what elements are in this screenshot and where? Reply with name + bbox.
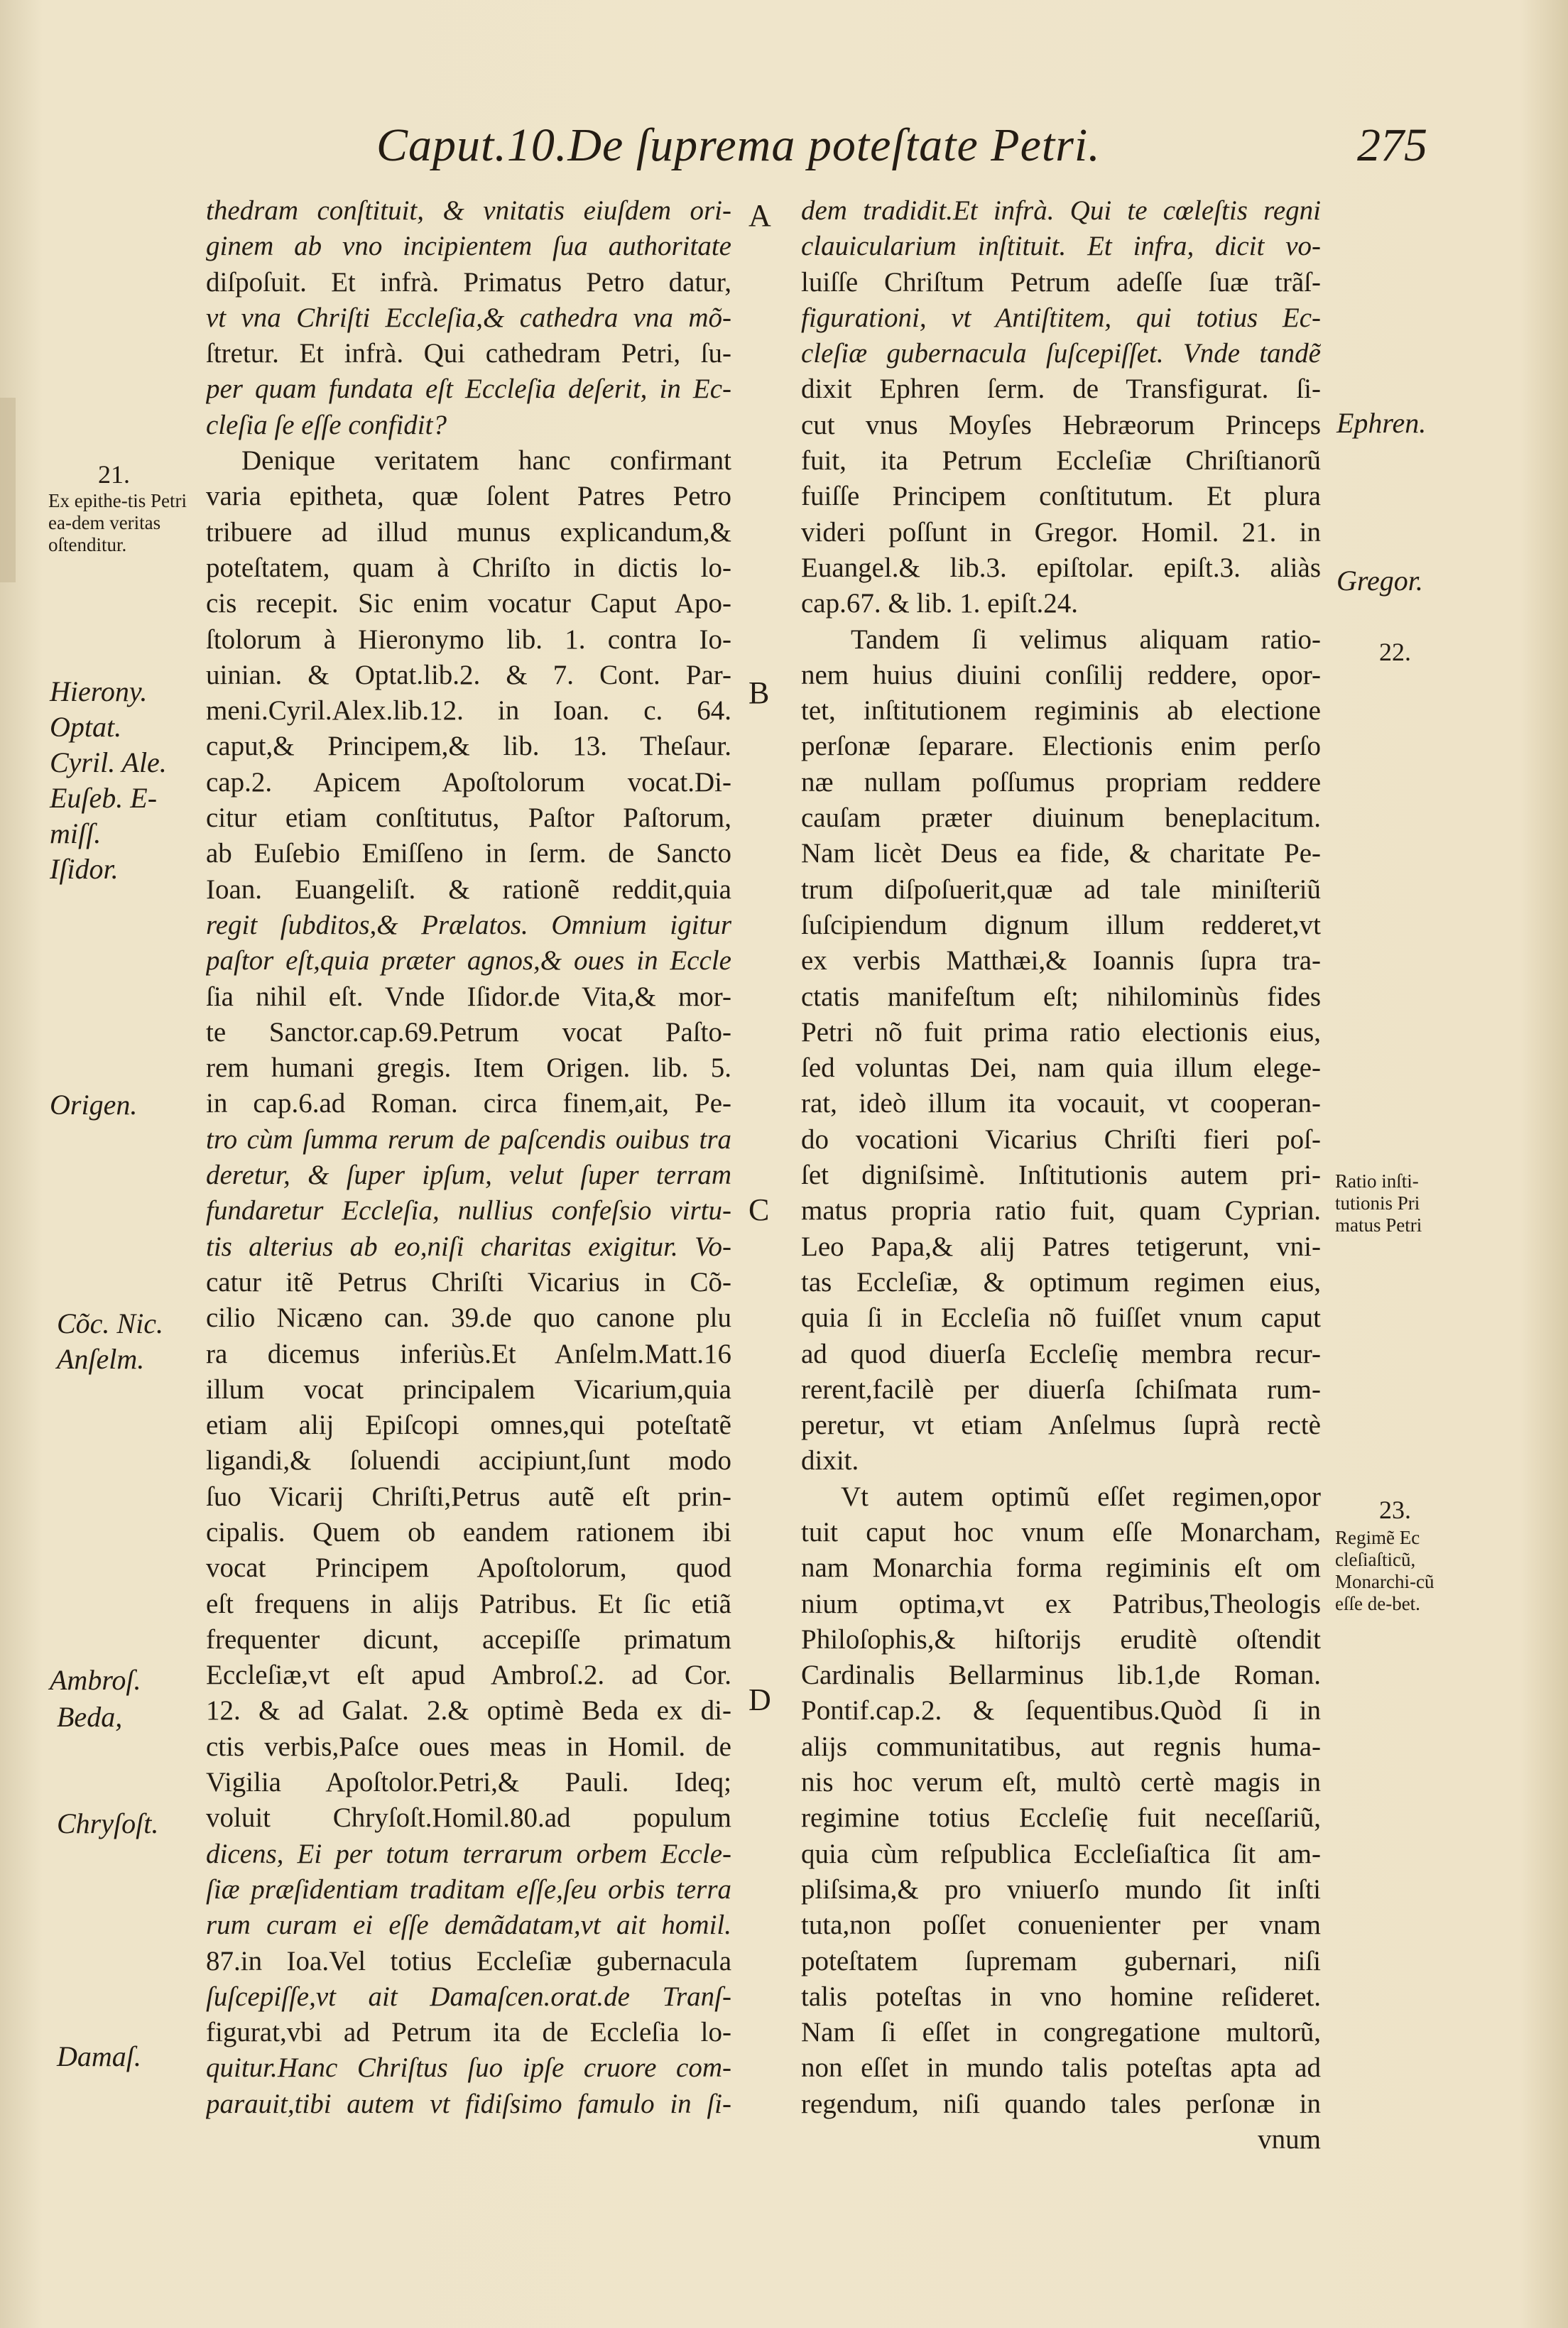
text-line: pliſsima,& pro vniuerſo mundo ſit inſti <box>801 1873 1321 1905</box>
margin-ref-origen: Origen. <box>50 1089 138 1121</box>
section-letter-a: A <box>748 198 771 233</box>
text-line: Euangel.& lib.3. epiſtolar. epiſt.3. aliàs <box>801 552 1321 583</box>
text-line: Vigilia Apoſtolor.Petri,& Pauli. Ideq; <box>206 1767 731 1798</box>
text-line: cleſia ſe eſſe confidit? <box>206 409 447 440</box>
text-line: illum vocat principalem Vicarium,quia <box>206 1374 731 1405</box>
margin-ref-euseb: Euſeb. E- <box>50 782 158 814</box>
text-line: te Sanctor.cap.69.Petrum vocat Paſto- <box>206 1016 731 1048</box>
text-line: tuta,non poſſet conuenienter per vnam <box>801 1910 1321 1941</box>
margin-ref-anselm: Anſelm. <box>57 1343 145 1375</box>
text-line: næ nullam poſſumus propriam reddere <box>801 766 1321 798</box>
text-line: quia ſi in Eccleſia nõ fuiſſet vnum caput <box>801 1302 1321 1334</box>
text-line: Nam ſi eſſet in congregatione multorũ, <box>801 2017 1321 2048</box>
text-line: cap.2. Apicem Apoſtolorum vocat.Di- <box>206 766 731 798</box>
text-line: ſet digniſsimè. Inſtitutionis autem pri- <box>801 1160 1321 1191</box>
margin-ref-hierony: Hierony. <box>50 675 148 707</box>
text-line: quia cùm reſpublica Eccleſiaſtica ſit am- <box>801 1838 1321 1869</box>
text-line: vocat Principem Apoſtolorum, quod <box>206 1552 731 1584</box>
text-line: Vt autem optimũ eſſet regimen,opor <box>841 1481 1321 1512</box>
text-line: ctis verbis,Paſce oues meas in Homil. de <box>206 1731 731 1762</box>
text-line: dixit. <box>801 1445 859 1476</box>
margin-note-23: Regimẽ Ec cleſiaſticũ, Monarchi-cũ eſſe de-bet. <box>1335 1527 1434 1614</box>
text-line: nium optima,vt ex Patribus,Theologis <box>801 1588 1321 1619</box>
text-line: deretur, & ſuper ipſum, velut ſuper terram <box>206 1160 731 1191</box>
margin-ref-isidor: Iſidor. <box>50 853 119 885</box>
text-line: meni.Cyril.Alex.lib.12. in Ioan. c. 64. <box>206 695 731 727</box>
chapter-title: Caput.10.De ſuprema poteſtate Petri. <box>376 119 1101 171</box>
text-line: rem humani gregis. Item Origen. lib. 5. <box>206 1053 731 1084</box>
text-line: 87.in Ioa.Vel totius Eccleſiæ gubernacula <box>206 1945 731 1976</box>
text-line: Pontif.cap.2. & ſequentibus.Quòd ſi in <box>801 1695 1321 1726</box>
text-line: peretur, vt etiam Anſelmus ſuprà rectè <box>801 1410 1321 1441</box>
text-line: rerent,facilè per diuerſa ſchiſmata rum- <box>801 1374 1321 1405</box>
text-line: rum curam ei eſſe demãdatam,vt ait homil. <box>206 1910 731 1941</box>
text-line: ſtolorum à Hieronymo lib. 1. contra Io- <box>206 624 731 655</box>
text-line: parauit,tibi autem vt fidiſsimo famulo in ſi- <box>206 2088 731 2119</box>
text-line: perſonæ ſeparare. Electionis enim perſo <box>801 731 1321 762</box>
text-line: tuit caput hoc vnum eſſe Monarcham, <box>801 1516 1321 1548</box>
text-line: thedram conſtituit, & vnitatis eiuſdem ori- <box>206 195 731 226</box>
right-text-column <box>801 193 1321 2158</box>
text-line: ſuſcipiendum dignum illum redderet,vt <box>801 909 1321 940</box>
text-line: citur etiam conſtitutus, Paſtor Paſtorum, <box>206 803 731 834</box>
text-line: alijs communitatibus, aut regnis huma- <box>801 1731 1321 1762</box>
margin-ref-cyril: Cyril. Ale. <box>50 746 167 778</box>
text-line: ſiæ præſidentiam traditam eſſe,ſeu orbis terra <box>206 1873 731 1905</box>
running-header <box>376 107 1463 185</box>
text-line: in cap.6.ad Roman. circa finem,ait, Pe- <box>206 1088 731 1119</box>
text-line: Nam licèt Deus ea fide, & charitate Pe- <box>801 838 1321 869</box>
paragraph-number-22: 22. <box>1379 638 1411 666</box>
margin-ref-beda: Beda, <box>57 1701 123 1733</box>
text-line: cipalis. Quem ob eandem rationem ibi <box>206 1516 731 1548</box>
text-line: quitur.Hanc Chriſtus ſuo ipſe cruore com- <box>206 2052 731 2084</box>
text-line: matus propria ratio fuit, quam Cyprian. <box>801 1195 1321 1226</box>
catchword: vnum <box>1258 2124 1321 2155</box>
text-line: ad quod diuerſa Eccleſię membra recur- <box>801 1338 1321 1369</box>
text-line: ſia nihil eſt. Vnde Iſidor.de Vita,& mor- <box>206 981 731 1012</box>
text-line: ex verbis Matthæi,& Ioannis ſupra tra- <box>801 945 1321 977</box>
page-edge-stain <box>0 398 16 582</box>
section-letter-d: D <box>748 1682 771 1717</box>
text-line: cap.67. & lib. 1. epiſt.24. <box>801 588 1078 619</box>
margin-ref-ambros: Ambroſ. <box>50 1664 141 1696</box>
text-line: do vocationi Vicarius Chriſti fieri poſ- <box>801 1124 1321 1155</box>
text-line: regimine totius Eccleſię fuit neceſſariũ, <box>801 1802 1321 1834</box>
text-line: nem huius diuini conſilij reddere, opor- <box>801 659 1321 690</box>
text-line: tribuere ad illud munus explicandum,& <box>206 516 731 548</box>
text-line: regendum, niſi quando tales perſonæ in <box>801 2088 1321 2119</box>
text-line: cleſiæ gubernacula ſuſcepiſſet. Vnde tandẽ <box>801 338 1321 369</box>
text-line: fuit, ita Petrum Eccleſiæ Chriſtianorũ <box>801 445 1321 477</box>
margin-ref-conc-nic: Cõc. Nic. <box>57 1307 163 1339</box>
margin-ref-damas: Damaſ. <box>57 2040 141 2072</box>
section-letter-c: C <box>748 1192 770 1227</box>
text-line: talis poteſtas in vno homine reſideret. <box>801 1981 1321 2012</box>
text-line: per quam fundata eſt Eccleſia deſerit, in Ec- <box>206 374 731 405</box>
text-line: Denique veritatem hanc confirmant <box>241 445 731 477</box>
text-line: clauicularium inſtituit. Et infra, dicit vo- <box>801 231 1321 262</box>
margin-ref-ephren: Ephren. <box>1336 407 1427 439</box>
text-line: ra dicemus inferiùs.Et Anſelm.Matt.16 <box>206 1338 731 1369</box>
text-line: varia epitheta, quæ ſolent Patres Petro <box>206 481 731 512</box>
text-line: Eccleſiæ,vt eſt apud Ambroſ.2. ad Cor. <box>206 1660 731 1691</box>
text-line: luiſſe Chriſtum Petrum adeſſe ſuæ trãſ- <box>801 266 1321 298</box>
text-line: Philoſophis,& hiſtorijs eruditè oſtendit <box>801 1623 1321 1655</box>
section-letter-b: B <box>748 675 770 710</box>
margin-ref-emiss: miſſ. <box>50 817 102 849</box>
text-line: tas Eccleſiæ, & optimum regimen eius, <box>801 1266 1321 1298</box>
text-line: rat, ideò illum ita vocauit, vt cooperan- <box>801 1088 1321 1119</box>
text-line: Ioan. Euangeliſt. & rationẽ reddit,quia <box>206 874 731 905</box>
text-line: Petri nõ fuit prima ratio electionis eius, <box>801 1016 1321 1048</box>
text-line: tet, inſtitutionem regiminis ab electione <box>801 695 1321 727</box>
text-line: trum diſpoſuerit,quæ ad tale miniſteriũ <box>801 874 1321 905</box>
text-line: fuiſſe Principem conſtitutum. Et plura <box>801 481 1321 512</box>
text-line: non eſſet in mundo talis poteſtas apta ad <box>801 2052 1321 2084</box>
text-line: ligandi,& ſoluendi accipiunt,ſunt modo <box>206 1445 731 1476</box>
text-line: ſtretur. Et infrà. Qui cathedram Petri, ſu- <box>206 338 731 369</box>
text-line: diſpoſuit. Et infrà. Primatus Petro datur, <box>206 266 731 298</box>
text-line: voluit Chryſoſt.Homil.80.ad populum <box>206 1802 731 1834</box>
text-line: uinian. & Optat.lib.2. & 7. Cont. Par- <box>206 659 731 690</box>
text-line: etiam alij Epiſcopi omnes,qui poteſtatẽ <box>206 1410 731 1441</box>
text-line: figurationi, vt Antiſtitem, qui totius Ec- <box>801 302 1321 333</box>
text-line: Cardinalis Bellarminus lib.1,de Roman. <box>801 1660 1321 1691</box>
text-line: fundaretur Eccleſia, nullius confeſsio virtu- <box>206 1195 731 1226</box>
text-line: nam Monarchia forma regiminis eſt om <box>801 1552 1321 1584</box>
text-line: cis recepit. Sic enim vocatur Caput Apo- <box>206 588 731 619</box>
text-line: cilio Nicæno can. 39.de quo canone plu <box>206 1302 731 1334</box>
text-line: ctatis manifeſtum eſt; nihilominùs fides <box>801 981 1321 1012</box>
text-line: dicens, Ei per totum terrarum orbem Eccle- <box>206 1838 731 1869</box>
text-line: dixit Ephren ſerm. de Transfigurat. ſi- <box>801 374 1321 405</box>
text-line: videri poſſunt in Gregor. Homil. 21. in <box>801 516 1321 548</box>
text-line: 12. & ad Galat. 2.& optimè Beda ex di- <box>206 1695 731 1726</box>
text-line: tro cùm ſumma rerum de paſcendis ouibus tra <box>206 1124 731 1155</box>
margin-note-21: Ex epithe-tis Petri ea-dem veritas oſtenditur. <box>48 490 187 555</box>
text-line: poteſtatem ſupremam gubernari, niſi <box>801 1945 1321 1976</box>
left-text-column <box>206 193 731 2122</box>
text-line: vt vna Chriſti Eccleſia,& cathedra vna mõ- <box>206 302 731 333</box>
text-line: frequenter dicunt, accepiſſe primatum <box>206 1623 731 1655</box>
text-line: cut vnus Moyſes Hebræorum Princeps <box>801 409 1321 440</box>
text-line: cauſam præter diuinum beneplacitum. <box>801 803 1321 834</box>
text-line: catur itẽ Petrus Chriſti Vicarius in Cõ- <box>206 1266 731 1298</box>
page-number: 275 <box>1357 119 1427 171</box>
text-line: dem tradidit.Et infrà. Qui te cœleſtis regni <box>801 195 1321 226</box>
text-line: ſuo Vicarij Chriſti,Petrus autẽ eſt prin- <box>206 1481 731 1512</box>
text-line: ſuſcepiſſe,vt ait Damaſcen.orat.de Tranſ- <box>206 1981 731 2012</box>
text-line: Leo Papa,& alij Patres tetigerunt, vni- <box>801 1231 1321 1262</box>
text-line: Tandem ſi velimus aliquam ratio- <box>851 624 1321 655</box>
text-line: eſt frequens in alijs Patribus. Et ſic etiã <box>206 1588 731 1619</box>
text-line: figurat,vbi ad Petrum ita de Eccleſia lo- <box>206 2017 731 2048</box>
paragraph-number-23: 23. <box>1379 1496 1411 1524</box>
text-line: caput,& Principem,& lib. 13. Theſaur. <box>206 731 731 762</box>
text-line: ginem ab vno incipientem ſua authoritate <box>206 231 731 262</box>
paragraph-number-21: 21. <box>98 460 130 489</box>
margin-ref-chrysost: Chryſoſt. <box>57 1807 159 1839</box>
margin-ref-gregor: Gregor. <box>1336 565 1423 597</box>
text-line: paſtor eſt,quia præter agnos,& oues in Eccle <box>206 945 731 977</box>
margin-ref-optat: Optat. <box>50 711 122 743</box>
text-line: poteſtatem, quam à Chriſto in dictis lo- <box>206 552 731 583</box>
text-line: nis hoc verum eſt, multò certè magis in <box>801 1767 1321 1798</box>
text-line: tis alterius ab eo,niſi charitas exigitur. Vo- <box>206 1231 731 1262</box>
text-line: regit ſubditos,& Prælatos. Omnium igitur <box>206 909 731 940</box>
text-line: ab Euſebio Emiſſeno in ſerm. de Sancto <box>206 838 731 869</box>
text-line: ſed voluntas Dei, nam quia illum elege- <box>801 1053 1321 1084</box>
margin-note-22: Ratio inſti-tutionis Pri matus Petri <box>1335 1170 1422 1236</box>
